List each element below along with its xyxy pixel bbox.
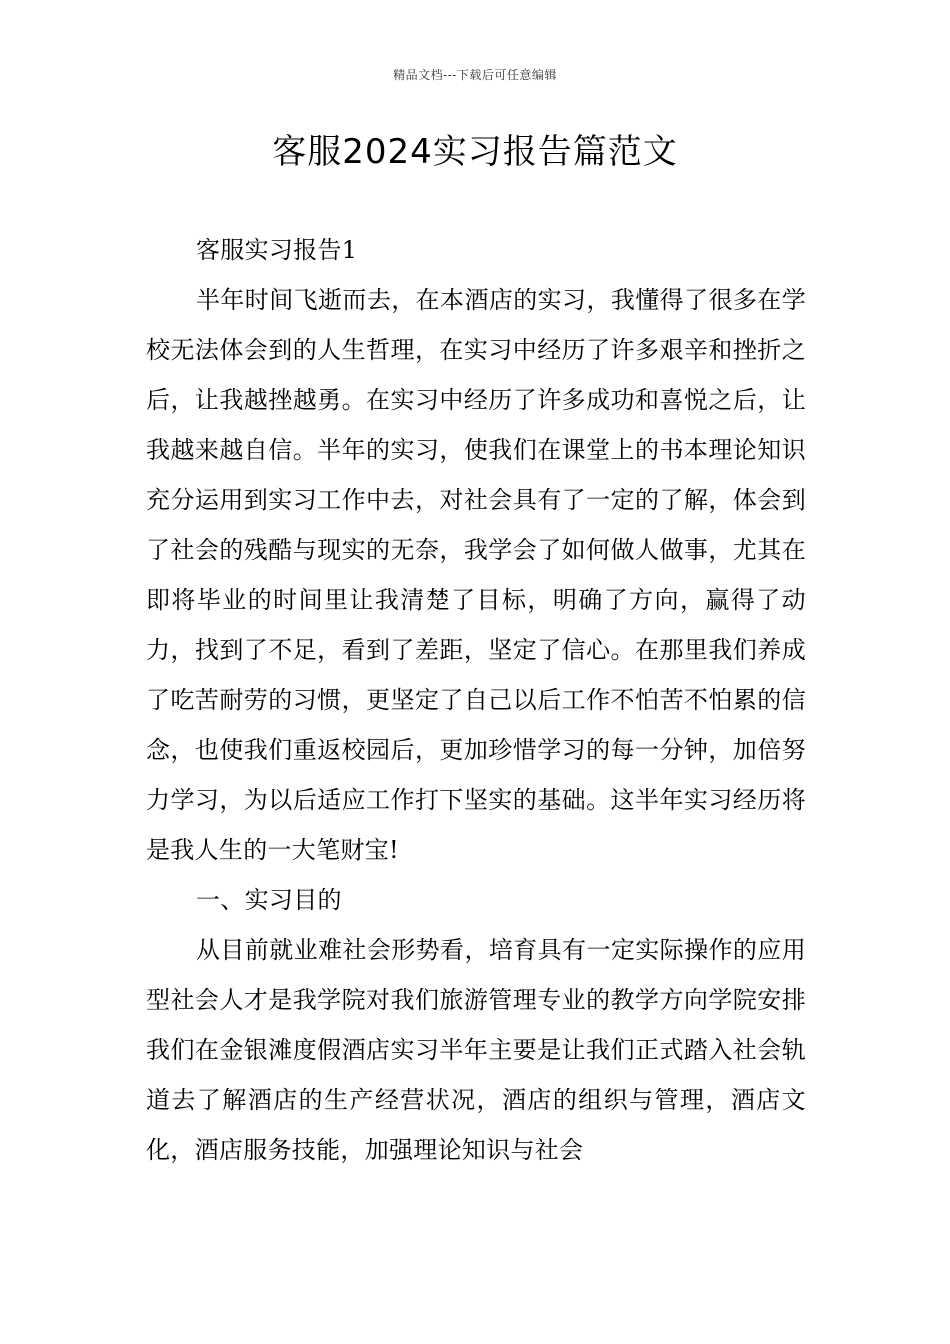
document-body <box>146 225 806 1175</box>
section-heading-report: 客服实习报告1 <box>196 236 358 264</box>
paragraph-purpose: 从目前就业难社会形势看，培育具有一定实际操作的应用型社会人才是我学院对我们旅游管理专业的教学方向学院安排我们在金银滩度假酒店实习半年主要是让我们正式踏入社会轨道去了解酒店的生产经营状况，酒店的组织与管理，酒店文化，酒店服务技能，加强理论知识与社会 <box>146 936 806 1164</box>
document-title: 客服2024实习报告篇范文 <box>272 132 678 172</box>
header-note: 精品文档---下载后可任意编辑 <box>393 68 557 82</box>
paragraph-intro: 半年时间飞逝而去，在本酒店的实习，我懂得了很多在学校无法体会到的人生哲理，在实习中经历了许多艰辛和挫折之后，让我越挫越勇。在实习中经历了许多成功和喜悦之后，让我越来越自信。半年的实习，使我们在课堂上的书本理论知识充分运用到实习工作中去，对社会具有了一定的了解，体会到了社会的残酷与现实的无奈，我学会了如何做人做事，尤其在即将毕业的时间里让我清楚了目标，明确了方向，赢得了动力，找到了不足，看到了差距，坚定了信心。在那里我们养成了吃苦耐劳的习惯，更坚定了自己以后工作不怕苦不怕累的信念，也使我们重返校园后，更加珍惜学习的每一分钟，加倍努力学习，为以后适应工作打下坚实的基础。这半年实习经历将是我人生的一大笔财宝! <box>146 286 806 864</box>
section-heading-purpose: 一、实习目的 <box>196 886 342 914</box>
